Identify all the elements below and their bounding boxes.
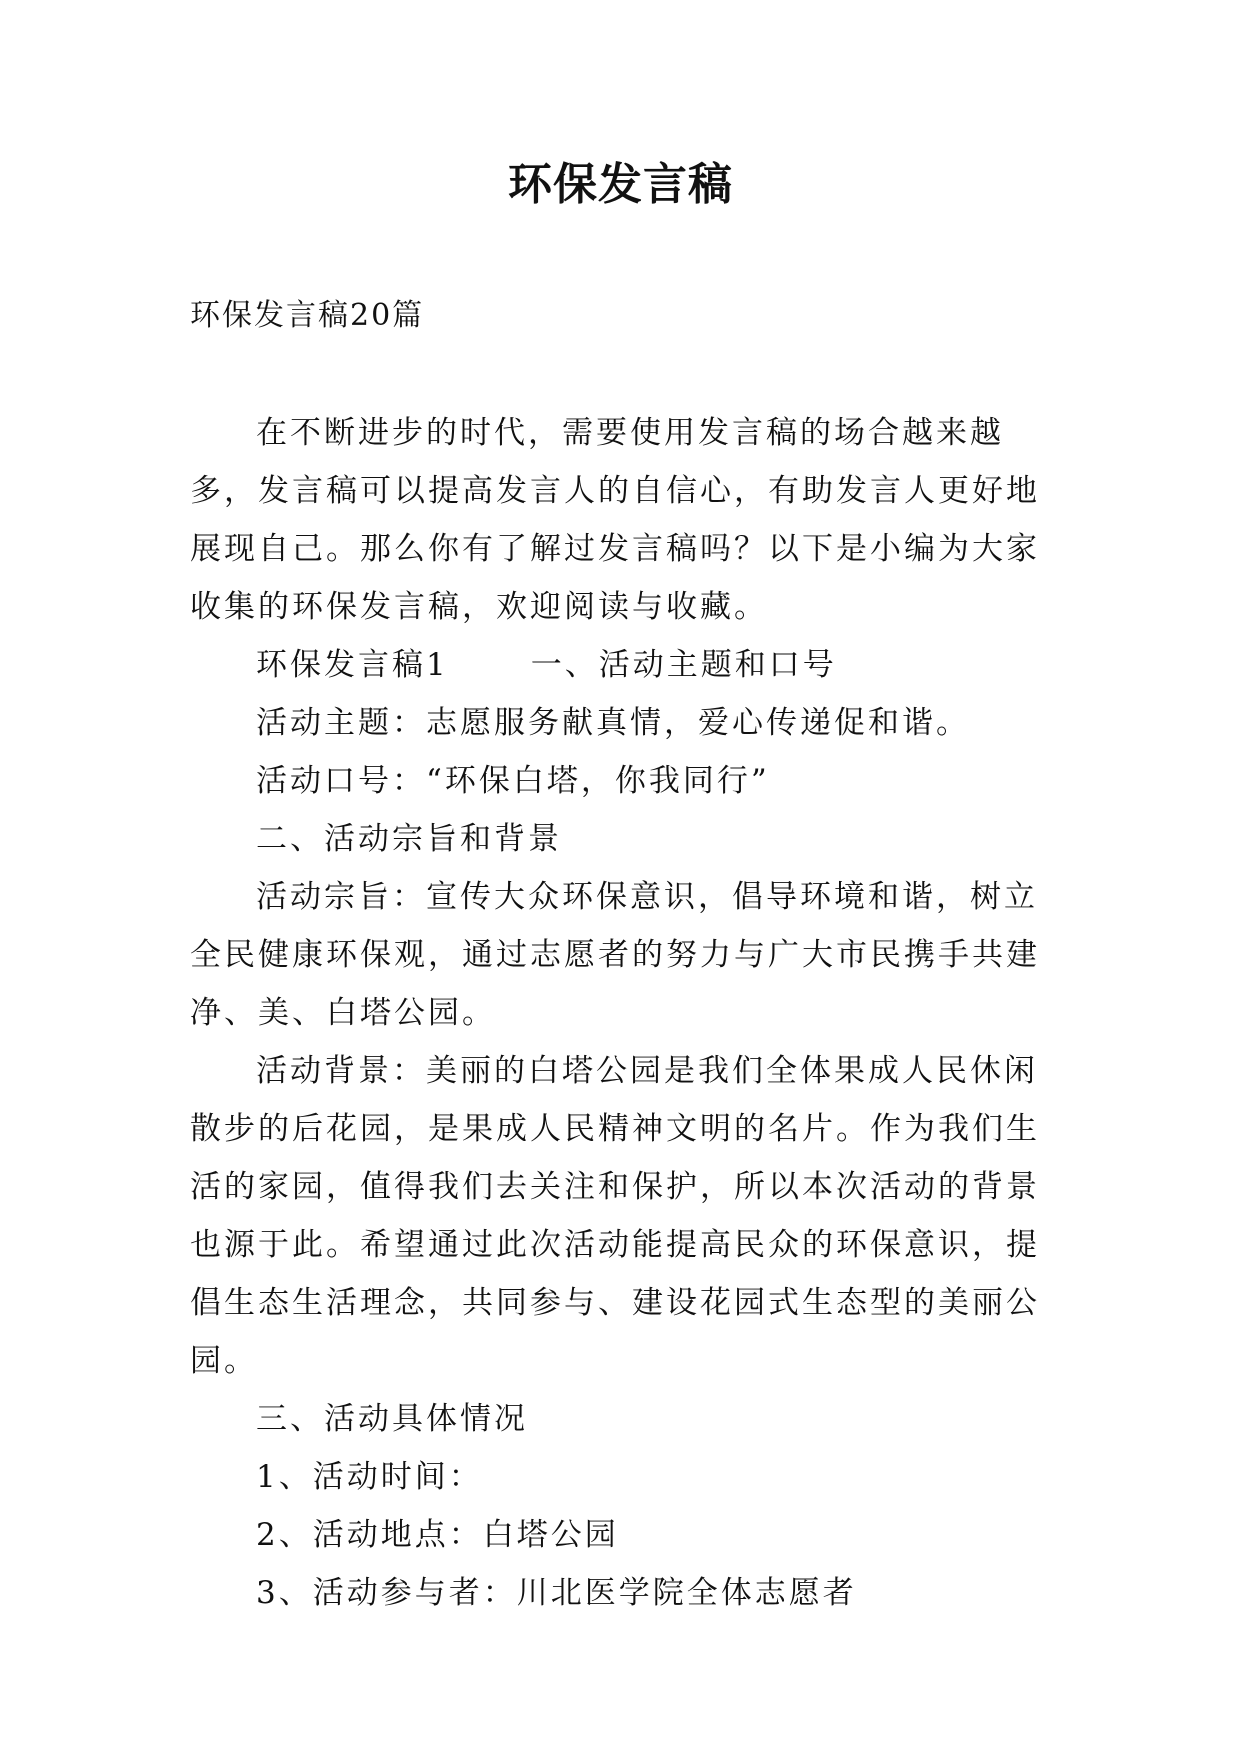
purpose-paragraph: 活动宗旨：宣传大众环保意识，倡导环境和谐，树立全民健康环保观，通过志愿者的努力与广大市民携手共建净、美、白塔公园。 xyxy=(190,879,1040,1031)
section-line-1 xyxy=(190,636,1058,694)
section-heading-2: 二、活动宗旨和背景 xyxy=(256,821,562,857)
list-item-location: 2、活动地点：白塔公园 xyxy=(256,1517,619,1553)
list-item-time: 1、活动时间： xyxy=(256,1459,483,1495)
intro-paragraph: 在不断进步的时代，需要使用发言稿的场合越来越多，发言稿可以提高发言人的自信心，有助发言人更好地展现自己。那么你有了解过发言稿吗？以下是小编为大家收集的环保发言稿，欢迎阅读与收藏。 xyxy=(190,415,1040,625)
slogan-paragraph: 活动口号：“环保白塔，你我同行” xyxy=(256,763,770,799)
theme-paragraph: 活动主题：志愿服务献真情，爱心传递促和谐。 xyxy=(256,705,970,741)
section-heading-1: 一、活动主题和口号 xyxy=(530,647,837,683)
list-item-participants: 3、活动参与者：川北医学院全体志愿者 xyxy=(256,1575,857,1611)
document-title: 环保发言稿 xyxy=(508,159,733,210)
document-body xyxy=(190,404,1058,1622)
document-subtitle: 环保发言稿20篇 xyxy=(190,298,425,333)
section-label: 环保发言稿1 xyxy=(256,647,449,683)
section-heading-3: 三、活动具体情况 xyxy=(256,1401,528,1437)
background-paragraph: 活动背景：美丽的白塔公园是我们全体果成人民休闲散步的后花园，是果成人民精神文明的名片。作为我们生活的家园，值得我们去关注和保护，所以本次活动的背景也源于此。希望通过此次活动能提高民众的环保意识，提倡生态生活理念，共同参与、建设花园式生态型的美丽公园。 xyxy=(190,1053,1040,1379)
